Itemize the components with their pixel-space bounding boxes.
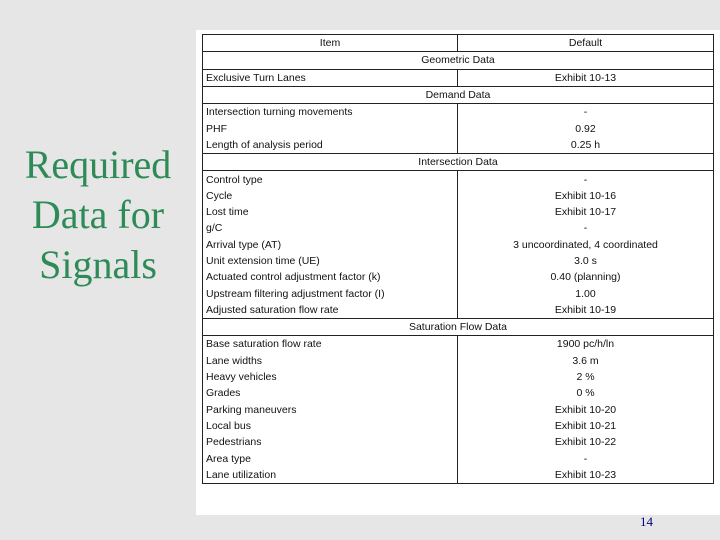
default-cell: 0.25 h — [458, 137, 714, 154]
table-row — [203, 353, 714, 369]
default-cell: 3.6 m — [458, 353, 714, 369]
default-cell: - — [458, 104, 714, 121]
default-cell: 1900 pc/h/ln — [458, 336, 714, 353]
title-line: Signals — [39, 242, 157, 287]
table-row — [203, 385, 714, 401]
default-cell: - — [458, 220, 714, 236]
item-cell: Cycle — [203, 188, 458, 204]
item-cell: Control type — [203, 171, 458, 188]
default-cell: Exhibit 10-23 — [458, 467, 714, 484]
title-line: Required — [24, 142, 172, 187]
item-cell: Heavy vehicles — [203, 369, 458, 385]
table-row — [203, 285, 714, 301]
table-row — [203, 418, 714, 434]
item-cell: Local bus — [203, 418, 458, 434]
slide-title — [12, 140, 184, 290]
section-title: Geometric Data — [203, 52, 714, 69]
table-row — [203, 467, 714, 484]
item-cell: Intersection turning movements — [203, 104, 458, 121]
item-cell: Grades — [203, 385, 458, 401]
item-cell: Actuated control adjustment factor (k) — [203, 269, 458, 285]
section-header-row — [203, 52, 714, 69]
item-cell: Unit extension time (UE) — [203, 253, 458, 269]
default-cell: Exhibit 10-21 — [458, 418, 714, 434]
page-number: 14 — [640, 514, 653, 529]
title-line: Data for — [31, 192, 165, 237]
table-row — [203, 188, 714, 204]
item-cell: Area type — [203, 450, 458, 466]
default-cell: 0.92 — [458, 120, 714, 136]
table-header-row — [203, 35, 714, 52]
table-row — [203, 120, 714, 136]
section-title: Demand Data — [203, 86, 714, 103]
default-cell: 2 % — [458, 369, 714, 385]
item-cell: Base saturation flow rate — [203, 336, 458, 353]
column-header-item: Item — [203, 35, 458, 52]
item-cell: Arrival type (AT) — [203, 237, 458, 253]
required-data-table — [202, 34, 714, 484]
table-row — [203, 253, 714, 269]
default-cell: Exhibit 10-22 — [458, 434, 714, 450]
table-row — [203, 104, 714, 121]
table-row — [203, 171, 714, 188]
table-row — [203, 402, 714, 418]
section-title: Saturation Flow Data — [203, 319, 714, 336]
default-cell: - — [458, 171, 714, 188]
table-row — [203, 450, 714, 466]
table-row — [203, 204, 714, 220]
table-row — [203, 369, 714, 385]
section-header-row — [203, 319, 714, 336]
item-cell: Lane utilization — [203, 467, 458, 484]
item-cell: g/C — [203, 220, 458, 236]
item-cell: Lane widths — [203, 353, 458, 369]
default-cell: 0 % — [458, 385, 714, 401]
default-cell: Exhibit 10-20 — [458, 402, 714, 418]
section-header-row — [203, 154, 714, 171]
section-title: Intersection Data — [203, 154, 714, 171]
item-cell: Exclusive Turn Lanes — [203, 69, 458, 86]
table-row — [203, 137, 714, 154]
default-cell: 3 uncoordinated, 4 coordinated — [458, 237, 714, 253]
table-row — [203, 69, 714, 86]
table-image — [196, 30, 720, 515]
table-row — [203, 336, 714, 353]
default-cell: Exhibit 10-19 — [458, 302, 714, 319]
item-cell: Pedestrians — [203, 434, 458, 450]
table-row — [203, 302, 714, 319]
column-header-default: Default — [458, 35, 714, 52]
item-cell: Parking maneuvers — [203, 402, 458, 418]
item-cell: Adjusted saturation flow rate — [203, 302, 458, 319]
table-row — [203, 434, 714, 450]
default-cell: - — [458, 450, 714, 466]
table-row — [203, 237, 714, 253]
default-cell: 3.0 s — [458, 253, 714, 269]
default-cell: 0.40 (planning) — [458, 269, 714, 285]
default-cell: Exhibit 10-13 — [458, 69, 714, 86]
item-cell: Length of analysis period — [203, 137, 458, 154]
table-row — [203, 269, 714, 285]
item-cell: Lost time — [203, 204, 458, 220]
table-row — [203, 220, 714, 236]
section-header-row — [203, 86, 714, 103]
default-cell: Exhibit 10-16 — [458, 188, 714, 204]
default-cell: 1.00 — [458, 285, 714, 301]
default-cell: Exhibit 10-17 — [458, 204, 714, 220]
item-cell: PHF — [203, 120, 458, 136]
item-cell: Upstream filtering adjustment factor (I) — [203, 285, 458, 301]
